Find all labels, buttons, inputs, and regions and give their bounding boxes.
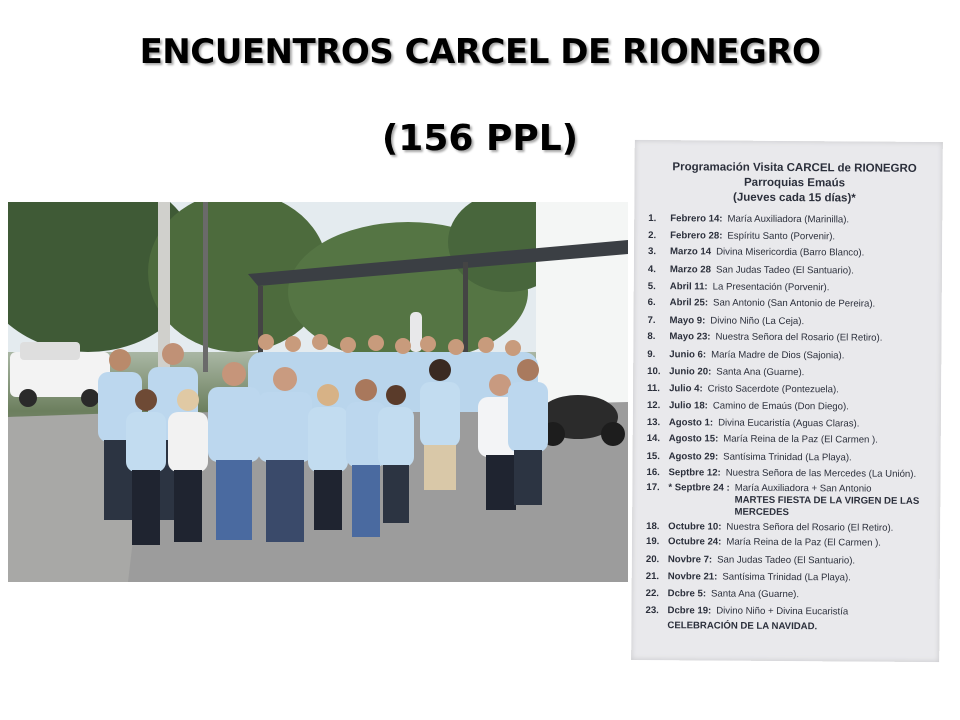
schedule-item-place <box>713 278 942 297</box>
schedule-item-place <box>726 522 940 535</box>
schedule-item <box>646 467 940 481</box>
schedule-item-place-text: Divino Niño (La Ceja). <box>710 315 805 328</box>
schedule-item <box>648 246 942 260</box>
schedule-item <box>647 397 941 416</box>
schedule-item-date: Octubre 24: <box>667 536 722 548</box>
schedule-item-place <box>735 483 941 520</box>
schedule-item-date: Dcbre 19: <box>667 605 712 617</box>
schedule-sheet <box>631 140 943 662</box>
schedule-item-note: MARTES FIESTA DE LA VIRGEN DE LAS MERCEDES <box>734 494 920 519</box>
schedule-item-date: Abril 11: <box>669 281 708 293</box>
schedule-item-place-text: Nuestra Señora de las Mercedes (La Unión). <box>725 467 917 480</box>
schedule-item-number: 22. <box>645 588 660 600</box>
schedule-item-place-text: María Reina de la Paz (El Carmen ). <box>726 536 882 549</box>
schedule-item-place <box>716 262 942 281</box>
schedule-item-place-text: Divina Eucaristía (Aguas Claras). <box>718 417 860 430</box>
schedule-item-number: 15. <box>646 451 660 463</box>
schedule-item-place <box>710 312 941 331</box>
schedule-item-place-text: Nuestra Señora del Rosario (El Retiro). <box>726 521 894 534</box>
schedule-item <box>645 602 939 621</box>
schedule-item-place <box>711 346 941 365</box>
schedule-item-date: Dcbre 5: <box>667 588 707 600</box>
schedule-item-date: Junio 20: <box>669 366 712 378</box>
schedule-item <box>648 261 942 280</box>
schedule-item <box>647 448 941 467</box>
schedule-item-number: 3. <box>648 246 657 258</box>
schedule-item-date: Mayo 9: <box>669 315 706 327</box>
schedule-item-place-text: María Auxiliadora + San Antonio <box>734 482 872 495</box>
schedule-item-number: 10. <box>647 366 661 378</box>
schedule-item <box>646 551 940 570</box>
schedule-item-place-text: Santa Ana (Guarne). <box>711 588 800 601</box>
schedule-item <box>647 433 941 447</box>
schedule-item-date: Octubre 10: <box>668 521 722 533</box>
schedule-item-number: 7. <box>647 315 656 327</box>
schedule-item-date: Febrero 28: <box>670 230 723 242</box>
schedule-item-date: Agosto 15: <box>668 433 719 445</box>
schedule-item <box>647 312 941 331</box>
schedule-item-place <box>727 211 942 229</box>
schedule-item-date: Septbre 12: <box>668 467 721 479</box>
schedule-item-place-text: María Madre de Dios (Sajonia). <box>711 349 845 362</box>
schedule-item-date: Julio 4: <box>669 383 703 395</box>
schedule-item <box>646 482 940 520</box>
schedule-item-place <box>713 297 942 311</box>
schedule-item-date: Novbre 7: <box>667 554 713 566</box>
schedule-item-place-text: Cristo Sacerdote (Pontezuela). <box>707 383 839 396</box>
schedule-item-place <box>716 364 941 383</box>
schedule-item <box>647 363 941 382</box>
schedule-item-number: 12. <box>646 400 661 412</box>
schedule-item-number: 16. <box>646 467 660 479</box>
slide-title: ENCUENTROS CARCEL DE RIONEGRO <box>139 32 821 72</box>
schedule-item-place <box>716 603 939 622</box>
schedule-item-number: 21. <box>645 571 660 583</box>
schedule-item-date: Julio 18: <box>668 400 708 412</box>
schedule-item-place <box>726 537 940 550</box>
schedule-item-number: 23. <box>645 605 659 617</box>
schedule-item-number: 8. <box>647 331 656 343</box>
schedule-item <box>648 278 942 297</box>
schedule-item-number: 14. <box>646 433 661 445</box>
schedule-item-place <box>722 569 940 588</box>
schedule-item-date: Agosto 29: <box>668 451 719 463</box>
schedule-item-number: 19. <box>645 536 660 548</box>
schedule-item-place <box>715 331 941 345</box>
schedule-item-place-text: María Reina de la Paz (El Carmen ). <box>723 433 878 446</box>
schedule-item-place-text: La Presentación (Porvenir). <box>712 281 830 294</box>
schedule-item-place-text: Santísima Trinidad (La Playa). <box>723 451 852 464</box>
schedule-item-number: 4. <box>647 264 656 276</box>
schedule-item-date: Agosto 1: <box>668 417 714 429</box>
schedule-item-place <box>716 247 942 261</box>
schedule-item-place-text: María Auxiliadora (Marinilla). <box>727 213 850 226</box>
schedule-item-number: 13. <box>646 417 661 429</box>
schedule-list <box>631 210 942 621</box>
schedule-item-place <box>727 228 942 246</box>
schedule-item-place-text: San Judas Tadeo (El Santuario). <box>715 264 854 277</box>
schedule-item-place <box>718 415 941 434</box>
schedule-item <box>648 297 942 311</box>
schedule-item <box>647 331 941 345</box>
schedule-item-number: 20. <box>645 554 660 566</box>
schedule-item-place-text: Nuestra Señora del Rosario (El Retiro). <box>715 331 883 344</box>
schedule-item-place-text: Divina Misericordia (Barro Blanco). <box>716 246 865 259</box>
schedule-item-place <box>711 585 940 604</box>
schedule-item-place <box>713 397 941 416</box>
group-photo <box>8 202 628 582</box>
schedule-item-number: 9. <box>647 349 656 361</box>
schedule-item <box>648 210 942 229</box>
schedule-item-place-text: San Judas Tadeo (El Santuario). <box>717 554 856 567</box>
schedule-item-place <box>723 434 941 448</box>
schedule-heading-line: Parroquias Emaús <box>743 176 846 190</box>
schedule-item <box>646 536 940 550</box>
schedule-item-number: 17. <box>646 482 660 494</box>
schedule-item-place <box>717 552 940 571</box>
schedule-item-number: 5. <box>647 281 656 293</box>
schedule-item-date: * Septbre 24 : <box>668 482 730 494</box>
slide-subtitle: (156 PPL) <box>381 118 579 159</box>
schedule-item <box>646 585 940 604</box>
schedule-item <box>647 414 941 433</box>
schedule-item <box>648 227 942 246</box>
schedule-item-place-text: Divino Niño + Divina Eucaristía <box>716 605 849 618</box>
schedule-item-place-text: Santa Ana (Guarne). <box>716 366 805 379</box>
schedule-item-place-text: San Antonio (San Antonio de Pereira). <box>713 297 876 310</box>
schedule-item <box>646 521 940 535</box>
schedule-item-place-text: Santísima Trinidad (La Playa). <box>722 571 851 584</box>
schedule-item-number: 2. <box>648 230 657 242</box>
schedule-item <box>646 568 940 587</box>
schedule-item-date: Novbre 21: <box>667 571 718 583</box>
schedule-item-place-text: Camino de Emaús (Don Diego). <box>712 400 849 413</box>
schedule-item-place <box>726 468 941 481</box>
schedule-item-number: 6. <box>647 297 656 309</box>
schedule-item-place <box>708 380 942 399</box>
schedule-item <box>647 346 941 365</box>
schedule-item-date: Marzo 28 <box>669 264 712 276</box>
schedule-item-date: Abril 25: <box>669 297 709 309</box>
schedule-item <box>647 380 941 399</box>
schedule-item-place <box>723 449 941 468</box>
schedule-item-date: Febrero 14: <box>670 213 723 225</box>
schedule-item-number: 1. <box>648 213 657 225</box>
schedule-heading-line: (Jueves cada 15 días)* <box>733 191 856 205</box>
schedule-footer: CELEBRACIÓN DE LA NAVIDAD. <box>667 620 818 633</box>
schedule-heading-line: Programación Visita CARCEL de RIONEGRO <box>672 161 917 175</box>
schedule-item-date: Marzo 14 <box>670 246 712 258</box>
schedule-item-place-text: Espíritu Santo (Porvenir). <box>727 230 836 243</box>
schedule-heading <box>654 140 934 207</box>
schedule-item-date: Junio 6: <box>669 349 707 361</box>
schedule-item-date: Mayo 23: <box>669 331 711 343</box>
schedule-item-number: 11. <box>647 383 660 395</box>
schedule-item-number: 18. <box>646 521 660 533</box>
